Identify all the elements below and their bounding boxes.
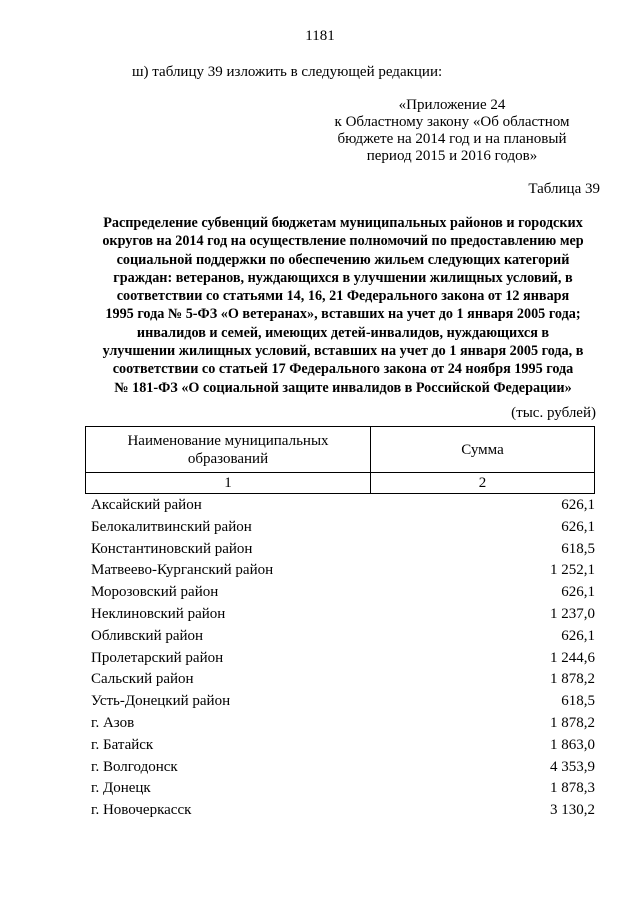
title-line: социальной поддержки по обеспечению жильем следующих категорий — [116, 251, 570, 268]
table-title — [72, 214, 614, 397]
row-value: 626,1 — [561, 518, 595, 535]
row-name: Константиновский район — [91, 540, 253, 557]
unit-label: (тыс. рублей) — [511, 405, 596, 421]
row-name: Неклиновский район — [91, 605, 226, 622]
column-header-name-line: образований — [187, 450, 269, 467]
row-value: 3 130,2 — [550, 802, 595, 819]
row-value: 618,5 — [561, 540, 595, 557]
appendix-line: бюджете на 2014 год и на плановый — [337, 131, 567, 147]
table-header — [85, 426, 595, 494]
table-row — [91, 715, 595, 737]
row-value: 1 878,2 — [550, 714, 595, 731]
title-line: граждан: ветеранов, нуждающихся в улучшении жилищных условий, в — [113, 269, 573, 286]
table-row — [91, 497, 595, 519]
row-name: Аксайский район — [91, 497, 202, 513]
table-row — [91, 780, 595, 802]
row-name: Матвеево-Курганский район — [91, 562, 274, 579]
appendix-line: «Приложение 24 — [398, 97, 506, 113]
table-row — [91, 584, 595, 606]
row-name: Морозовский район — [91, 584, 219, 601]
table-row — [91, 737, 595, 759]
title-line: Распределение субвенций бюджетам муниципальных районов и городских — [103, 215, 583, 231]
row-value: 618,5 — [561, 693, 595, 710]
title-line: № 181-ФЗ «О социальной защите инвалидов в Российской Федерации» — [114, 379, 572, 396]
row-name: Пролетарский район — [91, 649, 224, 666]
row-value: 1 878,3 — [550, 780, 595, 797]
table-row — [91, 650, 595, 672]
appendix-line: период 2015 и 2016 годов» — [366, 148, 538, 164]
row-value: 1 878,2 — [550, 671, 595, 688]
title-line: 1995 года № 5-ФЗ «О ветеранах», вставших на учет до 1 января 2005 года; — [105, 306, 581, 323]
appendix-line: к Областному закону «Об областном — [334, 114, 570, 130]
row-name: г. Батайск — [91, 736, 154, 753]
table-row — [91, 562, 595, 584]
table-row — [91, 759, 595, 781]
row-value: 626,1 — [561, 584, 595, 601]
row-name: г. Волгодонск — [91, 758, 178, 775]
table-row — [91, 606, 595, 628]
row-name: Сальский район — [91, 671, 194, 688]
table-row — [91, 519, 595, 541]
column-number: 1 — [86, 473, 371, 494]
row-value: 1 863,0 — [550, 736, 595, 753]
row-name: г. Донецк — [91, 780, 151, 797]
row-name: Белокалитвинский район — [91, 518, 252, 535]
title-line: улучшении жилищных условий, вставших на учет до 1 января 2005 года, в — [102, 343, 584, 360]
column-number: 2 — [371, 473, 595, 494]
appendix-reference — [330, 97, 574, 165]
title-line: соответствии со статьями 14, 16, 21 Федерального закона от 12 января — [116, 288, 570, 305]
row-value: 1 237,0 — [550, 605, 595, 622]
row-value: 1 244,6 — [550, 649, 595, 666]
title-line: инвалидов и семей, имеющих детей-инвалидов, нуждающихся в — [136, 324, 550, 341]
table-row — [91, 628, 595, 650]
row-value: 4 353,9 — [550, 758, 595, 775]
row-name: г. Азов — [91, 714, 135, 731]
row-name: Обливский район — [91, 627, 204, 644]
row-value: 626,1 — [561, 627, 595, 644]
column-header-name-line: Наименование муниципальных — [127, 432, 329, 449]
table-row — [91, 802, 595, 824]
table-row — [91, 541, 595, 563]
table-row — [91, 671, 595, 693]
column-header-name — [86, 427, 371, 473]
page-number: 1181 — [305, 28, 335, 44]
title-line: округов на 2014 год на осуществление полномочий по предоставлению мер — [102, 233, 584, 250]
title-line: соответствии со статьей 17 Федерального закона от 24 ноября 1995 года — [112, 361, 574, 378]
row-value: 1 252,1 — [550, 562, 595, 579]
table-body — [91, 497, 595, 824]
table-label: Таблица 39 — [528, 181, 600, 197]
column-header-sum: Сумма — [371, 427, 595, 473]
table-row — [91, 693, 595, 715]
row-name: г. Новочеркасск — [91, 802, 192, 819]
row-name: Усть-Донецкий район — [91, 693, 231, 710]
row-value: 626,1 — [561, 497, 595, 513]
instruction-text: ш) таблицу 39 изложить в следующей редакции: — [132, 64, 443, 80]
